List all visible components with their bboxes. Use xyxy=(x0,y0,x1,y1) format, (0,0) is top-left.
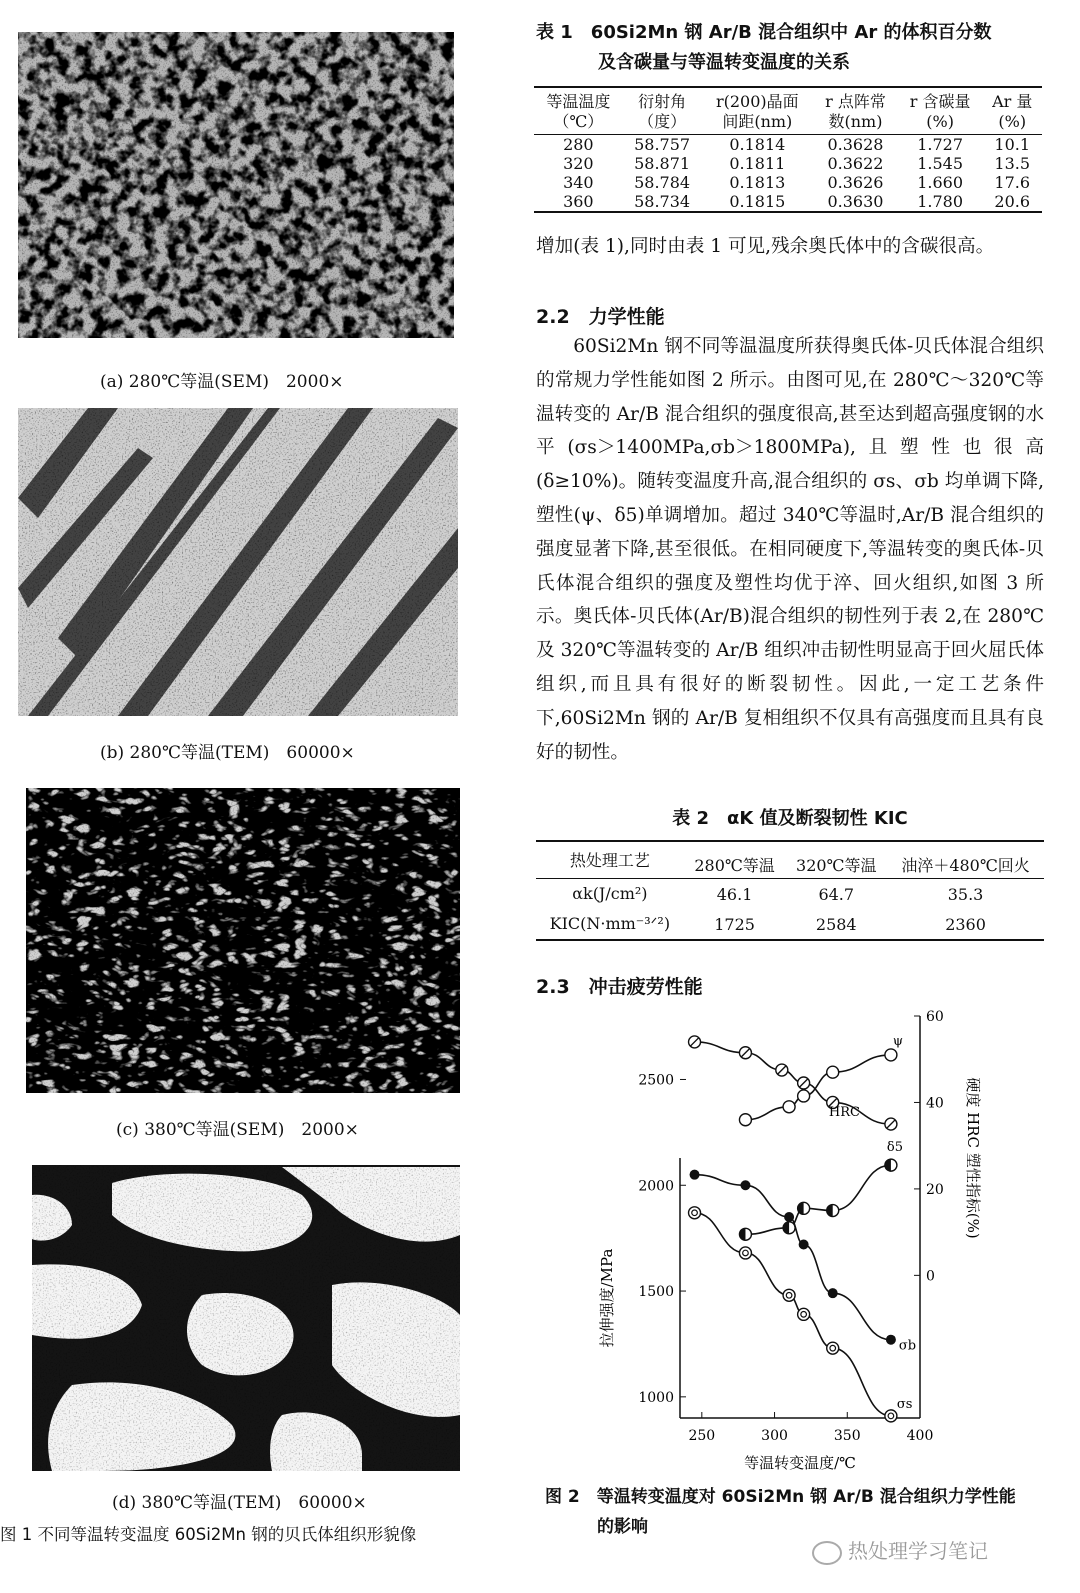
x-tick-label: 350 xyxy=(833,1428,861,1444)
table2-header: 280℃等温 xyxy=(694,856,775,875)
point-ψ xyxy=(798,1090,810,1102)
point-σb xyxy=(799,1240,809,1250)
figure2-chart xyxy=(580,1008,1050,1478)
point-ψ xyxy=(783,1101,795,1113)
point-σs xyxy=(827,1342,839,1354)
figure2-caption-line1: 图 2 等温转变温度对 60Si2Mn 钢 Ar/B 混合组织力学性能 xyxy=(545,1487,1016,1507)
series-label-δ5: δ5 xyxy=(886,1140,904,1156)
table2-header: 油淬＋480℃回火 xyxy=(901,856,1030,875)
table1-header: Ar 量 (%) xyxy=(992,92,1033,131)
y-left-axis-label: 拉伸强度/MPa xyxy=(598,1248,616,1348)
table2-header-row xyxy=(536,844,1044,879)
series-line-σb xyxy=(695,1175,891,1340)
point-σb xyxy=(740,1180,750,1190)
table1-header: r(200)晶面 间距(nm) xyxy=(715,92,799,131)
table2-title: 表 2 αK 值及断裂韧性 KIC xyxy=(672,808,908,829)
y-right-tick-label: 40 xyxy=(926,1095,944,1112)
table1-header: r 含碳量 (%) xyxy=(909,92,971,131)
caption-b: (b) 280℃等温(TEM) 60000× xyxy=(100,743,355,763)
table1 xyxy=(534,90,1042,213)
x-tick-label: 250 xyxy=(688,1428,716,1444)
continuation-text: 增加(表 1),同时由表 1 可见,残余奥氏体中的含碳很高。 xyxy=(536,236,995,257)
table1-header-row xyxy=(534,90,1042,135)
section-2-3-heading: 2.3 冲击疲劳性能 xyxy=(536,976,703,998)
figure2-caption xyxy=(545,1482,1055,1542)
x-tick-label: 300 xyxy=(761,1428,788,1444)
y-left-tick-label: 1500 xyxy=(638,1284,674,1301)
point-ψ xyxy=(827,1066,839,1078)
table-row: 280 58.757 0.1814 0.3628 1.727 10.1 xyxy=(563,135,1031,154)
y-left-tick-label: 1000 xyxy=(638,1389,674,1406)
watermark xyxy=(812,1535,988,1565)
table2-top-rule xyxy=(536,840,1044,842)
point-ψ xyxy=(739,1114,751,1126)
table1-title-line1: 表 1 60Si2Mn 钢 Ar/B 混合组织中 Ar 的体积百分数 xyxy=(536,22,992,43)
micrograph-b xyxy=(18,408,458,716)
y-right-axis-label: 硬度 HRC 塑性指标(%) xyxy=(964,1077,982,1239)
y-left-tick-label: 2000 xyxy=(638,1178,674,1195)
table1-header: 衍射角 （度） xyxy=(638,92,687,131)
series-line-σs xyxy=(695,1213,891,1416)
table1-top-rule xyxy=(534,86,1042,88)
section-2-2-body: 60Si2Mn 钢不同等温温度所获得奥氏体-贝氏体混合组织的常规力学性能如图 2 所示。由图可见,在 280℃～320℃等温转变的 Ar/B 混合组织的强度很高,甚至达到超高强度钢的水平(σs＞1400MPa,σb＞1800MPa),且塑性也很高(δ≥10%)。随转变温度升高,混合组织的 σs、σb 均单调下降,塑性(ψ、δ5)单调增加。超过 340℃等温时,Ar/B 混合组织的强度显著下降,甚至很低。在相同硬度下,等温转变的奥氏体-贝氏体混合组织的强度及塑性均优于淬、回火组织,如图 3 所示。奥氏体-贝氏体(Ar/B)混合组织的韧性列于表 2,在 280℃及 320℃等温转变的 Ar/B 组织冲击韧性明显高于回火屈氏体组织,而且具有很好的断裂韧性。因此,一定工艺条件下,60Si2Mn 钢的 Ar/B 复相组织不仅具有高强度而且具有良好的韧性。 xyxy=(536,336,1044,763)
caption-a: (a) 280℃等温(SEM) 2000× xyxy=(100,372,344,392)
point-σs xyxy=(885,1410,897,1422)
caption-c: (c) 380℃等温(SEM) 2000× xyxy=(116,1120,359,1140)
point-σb xyxy=(784,1212,794,1222)
series-label-σs: σs xyxy=(896,1396,913,1412)
wechat-icon xyxy=(812,1541,842,1565)
micrograph-c xyxy=(26,788,460,1093)
point-σb xyxy=(690,1170,700,1180)
table-row: KIC(N·mm⁻³ᐟ²) 1725 2584 2360 xyxy=(536,909,1044,940)
y-right-tick-label: 0 xyxy=(926,1268,935,1285)
point-σb xyxy=(828,1288,838,1298)
series-label-σb: σb xyxy=(898,1338,917,1354)
section-2-2-heading: 2.2 力学性能 xyxy=(536,306,665,328)
table-row: 360 58.734 0.1815 0.3630 1.780 20.6 xyxy=(534,192,1042,212)
point-σs xyxy=(689,1207,701,1219)
micrograph-a xyxy=(18,32,454,338)
table-row: αk(J/cm²) 46.1 64.7 35.3 xyxy=(572,884,984,904)
figure1-caption: 图 1 不同等温转变温度 60Si2Mn 钢的贝氏体组织形貌像 xyxy=(0,1525,417,1544)
figure2-caption-line2: 的影响 xyxy=(597,1517,648,1537)
caption-d: (d) 380℃等温(TEM) 60000× xyxy=(112,1493,367,1513)
table2-header: 320℃等温 xyxy=(796,856,877,875)
x-tick-label: 400 xyxy=(906,1428,934,1444)
table1-title-line2: 及含碳量与等温转变温度的关系 xyxy=(598,52,850,73)
table1-header: 等温温度 （℃） xyxy=(546,92,611,131)
point-σs xyxy=(739,1247,751,1259)
point-σs xyxy=(798,1308,810,1320)
table-row: 320 58.871 0.1811 0.3622 1.545 13.5 xyxy=(563,154,1031,173)
y-left-tick-label: 2500 xyxy=(638,1072,674,1089)
watermark-text: 热处理学习笔记 xyxy=(848,1539,988,1563)
series-label-ψ: ψ xyxy=(892,1033,904,1049)
table1-header: r 点阵常 数(nm) xyxy=(825,92,886,131)
micrograph-d xyxy=(32,1165,460,1471)
table1-title xyxy=(536,18,1066,78)
table2-header: 热处理工艺 xyxy=(569,851,650,870)
point-σb xyxy=(886,1335,896,1345)
point-σs xyxy=(783,1289,795,1301)
table-row: 340 58.784 0.1813 0.3626 1.660 17.6 xyxy=(563,173,1031,192)
point-ψ xyxy=(885,1049,897,1061)
x-axis-label: 等温转变温度/℃ xyxy=(744,1454,856,1472)
y-right-tick-label: 20 xyxy=(926,1181,944,1198)
y-right-tick-label: 60 xyxy=(926,1009,944,1025)
series-label-HRC: HRC xyxy=(828,1105,860,1121)
table2 xyxy=(536,844,1044,941)
series-line-δ5 xyxy=(745,1165,890,1234)
